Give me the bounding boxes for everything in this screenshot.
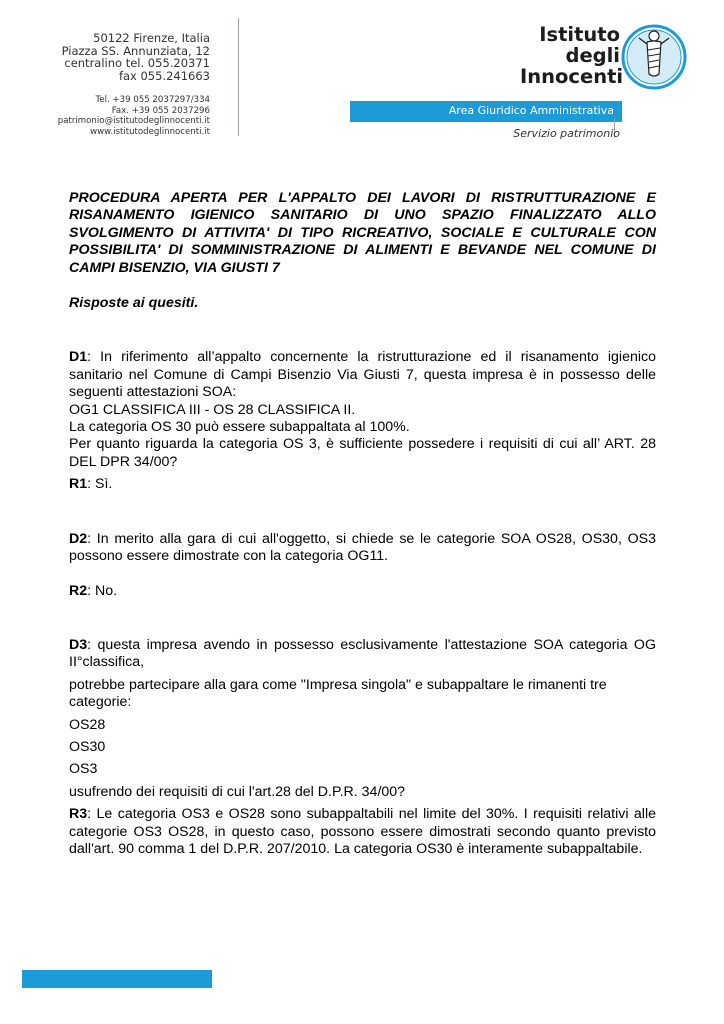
header-divider <box>238 18 239 136</box>
answer-label: R1 <box>69 476 88 493</box>
answer-text: : Sì. <box>87 476 113 493</box>
document-body <box>69 190 656 858</box>
answer-r1 <box>69 476 656 493</box>
question-text: : questa impresa avendo in possesso esclusivamente l'attestazione SOA categoria OG II°classifica, <box>69 636 656 671</box>
question-d1-line: OG1 CLASSIFICA III - OS 28 CLASSIFICA II. <box>69 401 356 418</box>
category-item: OS28 <box>69 716 106 733</box>
question-text: : In merito alla gara di cui all'oggetto, si chiede se le categorie SOA OS28, OS30, OS3 possono essere dimostrate con la categoria OG11. <box>69 530 656 565</box>
question-d3-line: potrebbe partecipare alla gara come "Impresa singola" e subappaltare le rimanenti tre categorie: <box>69 676 607 711</box>
address-line: centralino tel. 055.20371 <box>64 56 210 71</box>
question-d1 <box>69 349 656 401</box>
answer-r3 <box>69 806 656 858</box>
question-d1-line: Per quanto riguarda la categoria OS 3, è sufficiente possedere i requisiti di cui all’ ART. 28 DEL DPR 34/00? <box>69 436 656 470</box>
answer-label: R2 <box>69 582 88 599</box>
institute-address <box>10 32 210 82</box>
institute-contacts <box>0 95 210 137</box>
phone-line: Tel. +39 055 2037297/334 <box>95 95 210 105</box>
address-line: fax 055.241663 <box>118 68 210 83</box>
question-d3-line: usufrendo dei requisiti di cui l'art.28 del D.P.R. 34/00? <box>69 783 406 800</box>
question-label: D3 <box>69 636 88 653</box>
brand-line: Innocenti <box>520 65 624 88</box>
answer-r2 <box>69 583 656 600</box>
brand-line: Istituto <box>539 23 620 46</box>
brand-line: degli <box>565 44 620 67</box>
document-title: PROCEDURA APERTA PER L'APPALTO DEI LAVORI DI RISTRUTTURAZIONE E RISANAMENTO IGIENICO SANITARIO DI UNO SPAZIO FINALIZZATO ALLO SVOLGIMENTO DI ATTIVITA' DI TIPO RICREATIVO, SOCIALE E CULTURALE CON POSSIBILITA' DI SOMMINISTRAZIONE DI ALIMENTI E BEVANDE NEL COMUNE DI CAMPI BISENZIO, VIA GIUSTI 7 <box>69 190 656 276</box>
question-d2 <box>69 531 656 566</box>
footer-bar <box>22 970 212 988</box>
question-d3 <box>69 637 656 672</box>
fax-line: Fax. +39 055 2037296 <box>111 105 210 116</box>
service-label: Servizio patrimonio <box>513 127 620 140</box>
answer-text: : No. <box>87 582 118 599</box>
category-item: OS30 <box>69 738 106 755</box>
email-line: patrimonio@istitutodeglinnocenti.it <box>57 116 210 127</box>
innocenti-medallion-icon <box>621 16 687 98</box>
category-item: OS3 <box>69 761 98 778</box>
answer-text: : Le categoria OS3 e OS28 sono subappaltabili nel limite del 30%. I requisiti relativi alle categorie OS3 OS28, in questo caso, possono essere dimostrati secondo quanto previsto dall'art. 90 comma 1 del D.P.R. 207/2010. La categoria OS30 è interamente subappaltabile. <box>69 806 656 857</box>
document-subtitle: Risposte ai quesiti. <box>69 295 199 312</box>
department-label: Area Giuridico Amministrativa <box>448 104 614 117</box>
question-d1-line: La categoria OS 30 può essere subappaltata al 100%. <box>69 419 410 436</box>
question-label: D2 <box>69 530 88 547</box>
brand-name <box>520 23 624 88</box>
question-text: : In riferimento all’appalto concernente la ristrutturazione ed il risanamento igienico sanitario nel Comune di Campi Bisenzio Via Giusti 7, questa impresa è in possesso delle seguenti attestazioni SOA: <box>69 349 656 401</box>
address-line: 50122 Firenze, Italia <box>93 31 210 45</box>
question-label: D1 <box>69 349 88 366</box>
answer-label: R3 <box>69 806 88 823</box>
department-banner <box>350 101 622 122</box>
website-line: www.istitutodeglinnocenti.it <box>90 126 210 137</box>
address-line: Piazza SS. Annunziata, 12 <box>61 43 210 58</box>
